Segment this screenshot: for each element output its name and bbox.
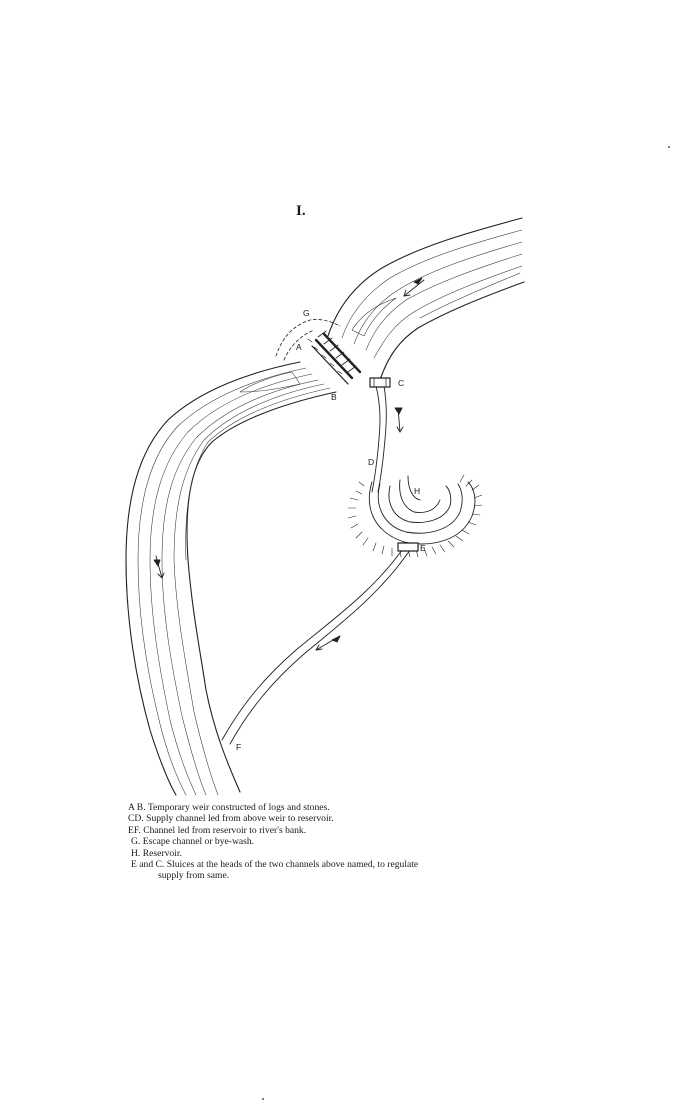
sluice-c (370, 378, 390, 387)
label-h: H (414, 486, 421, 496)
legend-row-ec: E and C. Sluices at the heads of the two channels above named, to regulate (131, 859, 419, 871)
print-speck (262, 1098, 264, 1100)
legend-row-g: G. Escape channel or bye-wash. (131, 836, 255, 848)
legend-row-ec-continuation: supply from same. (158, 870, 230, 882)
label-e: E (420, 543, 426, 553)
label-a: A (296, 342, 302, 352)
river-upper-banks (328, 218, 524, 380)
flow-arrows (154, 278, 424, 650)
label-c: C (398, 378, 405, 388)
channel-ef (222, 550, 410, 744)
label-f: F (236, 742, 242, 752)
reservoir-h (369, 476, 475, 544)
label-d: D (368, 457, 375, 467)
legend-row-ab: A B. Temporary weir constructed of logs and stones. (128, 802, 330, 813)
label-g: G (303, 308, 310, 318)
legend-row-cd: CD. Supply channel led from above weir to reservoir. (128, 813, 334, 825)
legend-row-ef: EF. Channel led from reservoir to river's bank. (128, 824, 307, 836)
supply-channel-cd (372, 386, 386, 492)
label-b: B (331, 392, 337, 402)
legend-row-h: H. Reservoir. (131, 847, 182, 859)
weir-ab (308, 331, 360, 384)
plate-number: I. (296, 203, 306, 219)
sluice-e (398, 543, 418, 551)
river-lower-banks (126, 362, 336, 795)
legend (128, 802, 548, 882)
river-lower-currents (138, 368, 330, 795)
print-speck (668, 146, 670, 148)
river-upper-currents (342, 230, 522, 358)
